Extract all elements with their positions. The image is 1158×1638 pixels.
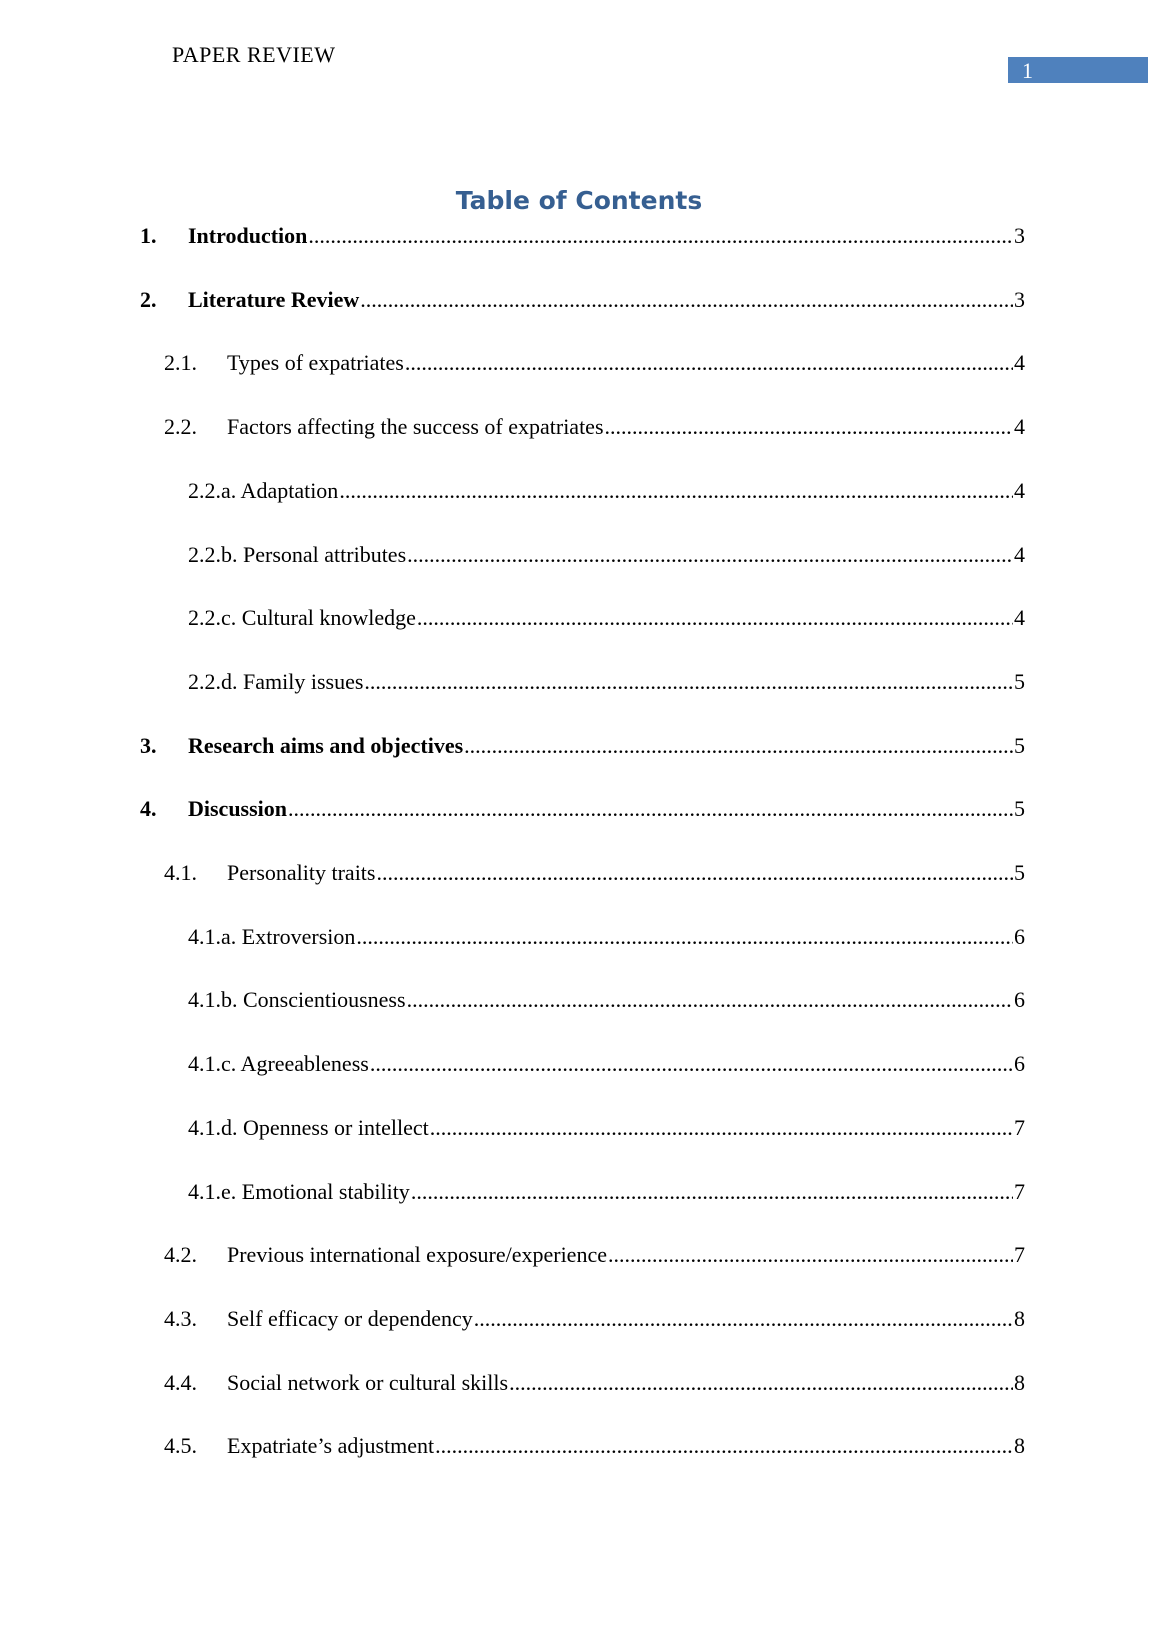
toc-entry-label: Introduction xyxy=(188,223,308,248)
toc-entry-number: 4.5. xyxy=(164,1433,197,1458)
toc-entry-page: 8 xyxy=(1014,1433,1025,1458)
toc-entry-page: 3 xyxy=(1014,287,1025,312)
toc-entry-page: 4 xyxy=(1014,478,1025,503)
toc-entry[interactable] xyxy=(188,541,1025,569)
page-number: 1 xyxy=(1022,58,1033,83)
toc-dot-leader xyxy=(288,795,1013,823)
toc-entry-label: Literature Review xyxy=(188,287,360,312)
toc-entry[interactable] xyxy=(188,1178,1025,1206)
toc-entry-page: 7 xyxy=(1014,1179,1025,1204)
toc-entry[interactable] xyxy=(140,732,1025,760)
toc-entry[interactable] xyxy=(188,477,1025,505)
toc-entry[interactable] xyxy=(140,795,1025,823)
toc-dot-leader xyxy=(407,541,1013,569)
toc-dot-leader xyxy=(356,923,1013,951)
toc-entry-page: 6 xyxy=(1014,924,1025,949)
toc-entry[interactable] xyxy=(140,286,1025,314)
toc-entry-label: 2.2.a. Adaptation xyxy=(188,478,339,503)
toc-dot-leader xyxy=(411,1178,1013,1206)
toc-dot-leader xyxy=(430,1114,1013,1142)
toc-entry-label: Personality traits xyxy=(227,860,376,885)
toc-entry-number: 1. xyxy=(140,223,157,248)
toc-entry-page: 7 xyxy=(1014,1242,1025,1267)
toc-dot-leader xyxy=(464,732,1013,760)
toc-entry[interactable] xyxy=(164,859,1025,887)
toc-entry-page: 5 xyxy=(1014,796,1025,821)
toc-entry-page: 4 xyxy=(1014,414,1025,439)
toc-entry[interactable] xyxy=(164,1369,1025,1397)
toc-entry-page: 4 xyxy=(1014,350,1025,375)
toc-entry-label: 2.2.d. Family issues xyxy=(188,669,364,694)
toc-entry[interactable] xyxy=(188,668,1025,696)
toc-dot-leader xyxy=(605,413,1013,441)
toc-entry-label: 4.1.b. Conscientiousness xyxy=(188,987,406,1012)
toc-entry-label: 4.1.d. Openness or intellect xyxy=(188,1115,429,1140)
toc-entry[interactable] xyxy=(188,604,1025,632)
toc-dot-leader xyxy=(435,1432,1013,1460)
toc-entry-number: 4.3. xyxy=(164,1306,197,1331)
toc-entry-page: 8 xyxy=(1014,1370,1025,1395)
toc-entry-label: 4.1.c. Agreeableness xyxy=(188,1051,369,1076)
toc-entry-number: 2.1. xyxy=(164,350,197,375)
toc-entry-page: 3 xyxy=(1014,223,1025,248)
toc-entry-label: Types of expatriates xyxy=(227,350,404,375)
running-header-title: PAPER REVIEW xyxy=(172,42,336,67)
toc-dot-leader xyxy=(407,986,1013,1014)
toc-dot-leader xyxy=(308,222,1013,250)
toc-entry-label: Expatriate’s adjustment xyxy=(227,1433,435,1458)
toc-entry-page: 5 xyxy=(1014,669,1025,694)
toc-dot-leader xyxy=(339,477,1013,505)
toc-entry-label: Discussion xyxy=(188,796,288,821)
toc-entry-page: 8 xyxy=(1014,1306,1025,1331)
toc-dot-leader xyxy=(376,859,1013,887)
toc-entry-number: 3. xyxy=(140,733,157,758)
toc-entry-number: 4.4. xyxy=(164,1370,197,1395)
toc-dot-leader xyxy=(405,349,1013,377)
toc-dot-leader xyxy=(417,604,1013,632)
toc-entry-number: 4.1. xyxy=(164,860,197,885)
toc-entry-label: Factors affecting the success of expatriates xyxy=(227,414,604,439)
toc-entry-number: 2.2. xyxy=(164,414,197,439)
toc-entry[interactable] xyxy=(164,349,1025,377)
toc-entry-page: 5 xyxy=(1014,860,1025,885)
toc-dot-leader xyxy=(370,1050,1013,1078)
toc-entry-page: 5 xyxy=(1014,733,1025,758)
toc-dot-leader xyxy=(360,286,1013,314)
toc-entry-number: 4.2. xyxy=(164,1242,197,1267)
toc-entry[interactable] xyxy=(164,1432,1025,1460)
toc-entry[interactable] xyxy=(188,1114,1025,1142)
toc-entry[interactable] xyxy=(164,413,1025,441)
toc-entry-label: 4.1.a. Extroversion xyxy=(188,924,356,949)
toc-entry-label: 2.2.b. Personal attributes xyxy=(188,542,407,567)
toc-dot-leader xyxy=(364,668,1013,696)
toc-entry-number: 4. xyxy=(140,796,157,821)
toc-entry[interactable] xyxy=(188,986,1025,1014)
toc-entry-number: 2. xyxy=(140,287,157,312)
toc-entry-page: 4 xyxy=(1014,542,1025,567)
toc-entry-label: 2.2.c. Cultural knowledge xyxy=(188,605,416,630)
toc-entry-label: Research aims and objectives xyxy=(188,733,464,758)
toc-entry[interactable] xyxy=(188,923,1025,951)
toc-heading: Table of Contents xyxy=(455,186,703,215)
toc-entry-page: 7 xyxy=(1014,1115,1025,1140)
toc-entry-page: 4 xyxy=(1014,605,1025,630)
toc-entry-page: 6 xyxy=(1014,987,1025,1012)
toc-entry[interactable] xyxy=(188,1050,1025,1078)
toc-entry[interactable] xyxy=(140,222,1025,250)
toc-entry[interactable] xyxy=(164,1305,1025,1333)
toc-dot-leader xyxy=(608,1241,1013,1269)
toc-dot-leader xyxy=(509,1369,1013,1397)
toc-entry[interactable] xyxy=(164,1241,1025,1269)
toc-entry-label: Self efficacy or dependency xyxy=(227,1306,473,1331)
toc-entry-label: 4.1.e. Emotional stability xyxy=(188,1179,410,1204)
toc-entry-page: 6 xyxy=(1014,1051,1025,1076)
toc-entry-label: Social network or cultural skills xyxy=(227,1370,509,1395)
toc-dot-leader xyxy=(474,1305,1013,1333)
toc-entry-label: Previous international exposure/experience xyxy=(227,1242,607,1267)
page-number-badge xyxy=(1008,57,1148,83)
